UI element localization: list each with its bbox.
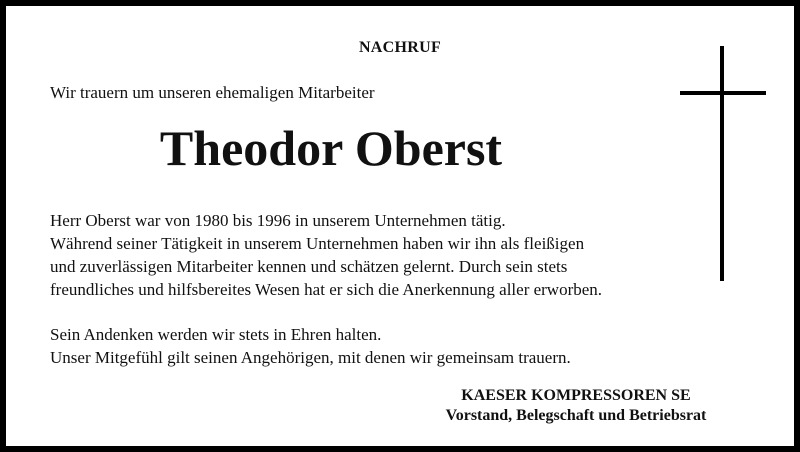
sender-block — [406, 386, 746, 426]
closing-line: Unser Mitgefühl gilt seinen Angehörigen, mit denen wir gemeinsam trauern. — [50, 348, 571, 367]
intro-text: Wir trauern um unseren ehemaligen Mitarbeiter — [50, 83, 375, 102]
deceased-name: Theodor Oberst — [159, 120, 503, 176]
company-name: KAESER KOMPRESSOREN SE — [461, 387, 691, 404]
tribute-line: Während seiner Tätigkeit in unserem Unternehmen haben wir ihn als fleißigen — [50, 234, 585, 253]
cross-vertical-bar — [720, 46, 724, 281]
cross-horizontal-bar — [680, 91, 766, 95]
signatories: Vorstand, Belegschaft und Betriebsrat — [445, 407, 707, 424]
tribute-line: Herr Oberst war von 1980 bis 1996 in unserem Unternehmen tätig. — [50, 211, 506, 230]
notice-heading: NACHRUF — [358, 39, 442, 56]
tribute-line: und zuverlässigen Mitarbeiter kennen und schätzen gelernt. Durch sein stets — [50, 257, 568, 276]
tribute-line: freundliches und hilfsbereites Wesen hat er sich die Anerkennung aller erworben. — [50, 280, 603, 299]
closing-paragraph — [50, 323, 690, 369]
tribute-paragraph — [50, 209, 690, 301]
closing-line: Sein Andenken werden wir stets in Ehren halten. — [50, 325, 382, 344]
